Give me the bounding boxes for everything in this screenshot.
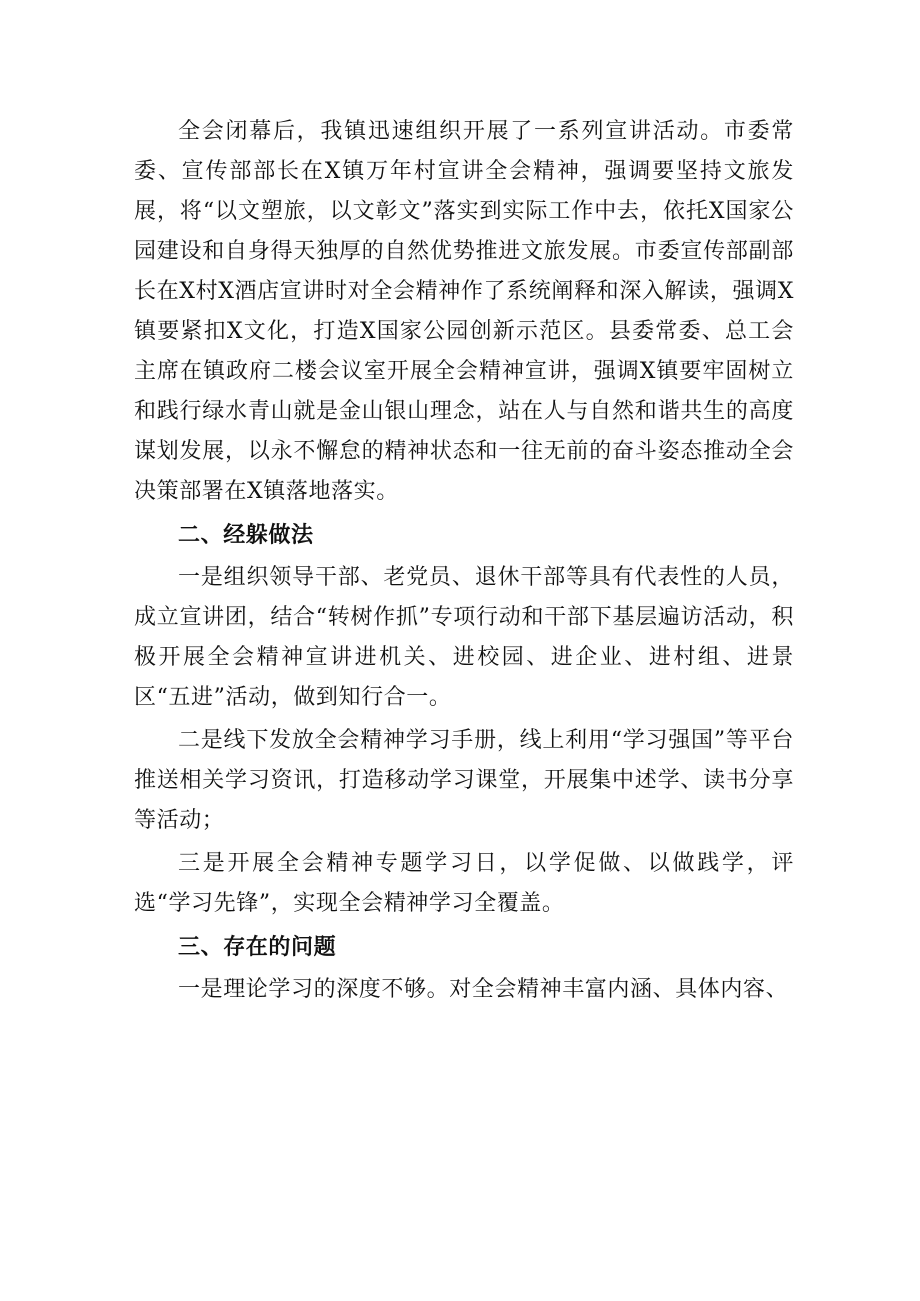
paragraph-practice-two: 二是线下发放全会精神学习手册，线上利用“学习强国”等平台推送相关学习资讯，打造移动学习课堂，开展集中述学、读书分享等活动；: [134, 728, 794, 833]
paragraph-practice-one: 一是组织领导干部、老党员、退休干部等具有代表性的人员，成立宣讲团，结合“转树作抓”专项行动和干部下基层遍访活动，积极开展全会精神宣讲进机关、进校园、进企业、进村组、进景区“五进”活动，做到知行合一。: [134, 565, 794, 710]
paragraph-problem-one: 一是理论学习的深度不够。对全会精神丰富内涵、具体内容、: [178, 977, 789, 1002]
paragraph-lecture-activities: 全会闭幕后，我镇迅速组织开展了一系列宣讲活动。市委常委、宣传部部长在X镇万年村宣讲全会精神，强调要坚持文旅发展，将“以文塑旅，以文彰文”落实到实际工作中去，依托X国家公园建设和自身得天独厚的自然优势推进文旅发展。市委宣传部副部长在X村X酒店宣讲时对全会精神作了系统阐释和深入解读，强调X镇要紧扣X文化，打造X国家公园创新示范区。县委常委、总工会主席在镇政府二楼会议室开展全会精神宣讲，强调X镇要牢固树立和践行绿水青山就是金山银山理念，站在人与自然和谐共生的高度谋划发展，以永不懈怠的精神状态和一往无前的奋斗姿态推动全会决策部署在X镇落地落实。: [134, 119, 794, 504]
section-heading-problems: 三、存在的问题: [178, 935, 337, 960]
paragraph-practice-three: 三是开展全会精神专题学习日，以学促做、以做践学，评选“学习先锋”，实现全会精神学习全覆盖。: [134, 851, 794, 916]
section-heading-practices: 二、经躲做法: [178, 523, 314, 548]
document-body: [134, 112, 794, 1013]
